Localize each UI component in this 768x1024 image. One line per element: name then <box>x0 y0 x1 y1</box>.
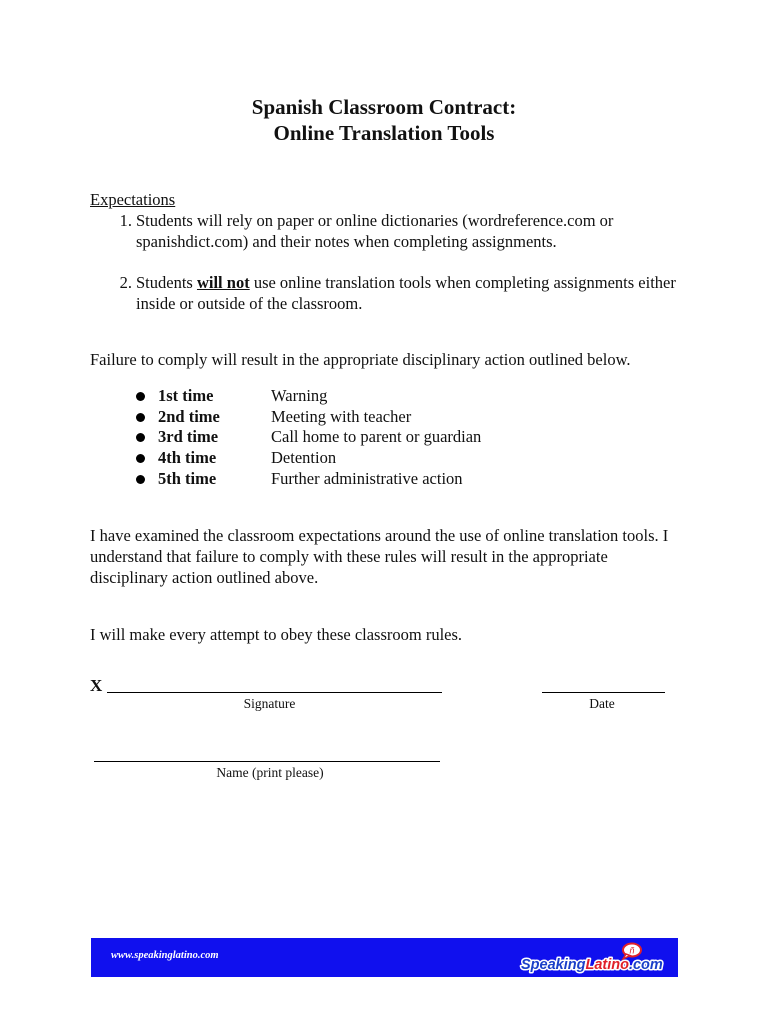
consequence-action: Warning <box>271 386 328 405</box>
offense-number: 3rd time <box>158 427 219 447</box>
signature-line[interactable] <box>107 692 442 693</box>
signature-label: Signature <box>243 696 296 711</box>
date-label: Date <box>589 696 615 711</box>
svg-text:SpeakingLatino.com: SpeakingLatino.com <box>521 957 663 973</box>
offense-number: 4th time <box>158 448 217 468</box>
offense-number: 1st time <box>158 386 214 405</box>
offense-number: 5th time <box>158 468 217 488</box>
bullet-icon <box>136 413 145 422</box>
bullet-icon <box>136 433 145 442</box>
consequence-action: Call home to parent or guardian <box>271 427 482 447</box>
consequence-action: Detention <box>271 448 337 468</box>
consequence-action: Further administrative action <box>271 468 463 488</box>
list-number: 1. <box>119 211 132 230</box>
page-title-line-1: Spanish Classroom Contract: <box>251 95 517 119</box>
name-label: Name (print please) <box>216 765 324 780</box>
expectations-heading: Expectations <box>90 190 176 209</box>
bullet-icon <box>136 454 145 463</box>
name-line[interactable] <box>94 761 440 762</box>
footer-url: www.speakinglatino.com <box>111 950 219 961</box>
page-title-line-2: Online Translation Tools <box>273 121 495 145</box>
promise-paragraph: I will make every attempt to obey these classroom rules. <box>90 625 463 644</box>
bullet-icon <box>136 392 145 401</box>
expectation-text-after: use online translation tools when completing assignments either inside or outside of the classroom. <box>136 273 676 313</box>
svg-text:ñ: ñ <box>629 945 635 956</box>
date-line[interactable] <box>542 692 665 693</box>
acknowledgement-paragraph: I have examined the classroom expectations around the use of online translation tools. I understand that failure to comply with these rules will result in the appropriate disciplinary action outlined above. <box>90 526 669 587</box>
bullet-icon <box>136 475 145 484</box>
offense-number: 2nd time <box>158 406 220 426</box>
speakinglatino-logo <box>519 941 663 975</box>
failure-statement: Failure to comply will result in the appropriate disciplinary action outlined below. <box>90 350 631 369</box>
signature-x-mark: X <box>90 676 103 695</box>
expectation-text: Students will rely on paper or online dictionaries (wordreference.com or spanishdict.com) and their notes when completing assignments. <box>136 211 614 251</box>
expectation-text-before: Students <box>136 273 197 292</box>
footer-banner <box>91 938 678 977</box>
list-number: 2. <box>119 273 132 292</box>
consequence-action: Meeting with teacher <box>271 406 412 426</box>
expectation-emphasis: will not <box>196 273 250 292</box>
expectation-text <box>136 272 686 314</box>
